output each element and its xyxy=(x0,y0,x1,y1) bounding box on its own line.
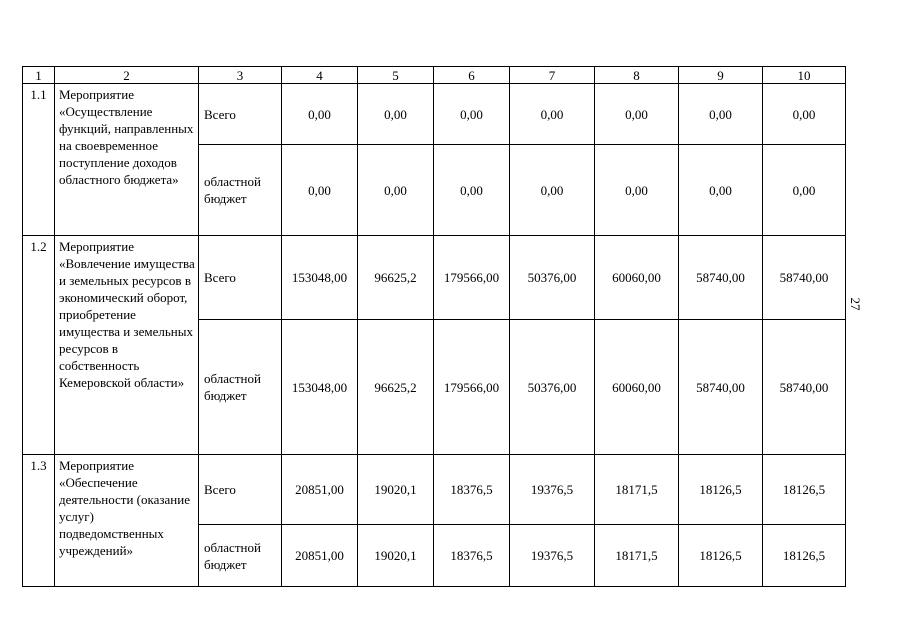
amount-cell: 20851,00 xyxy=(282,455,358,525)
amount-cell: 153048,00 xyxy=(282,236,358,320)
amount-cell: 19020,1 xyxy=(358,455,434,525)
amount-cell: 0,00 xyxy=(679,84,763,145)
column-number: 10 xyxy=(763,67,846,84)
amount-cell: 58740,00 xyxy=(679,236,763,320)
funding-source: Всего xyxy=(199,455,282,525)
amount-cell: 18171,5 xyxy=(595,455,679,525)
page-number: 27 xyxy=(848,297,863,311)
amount-cell: 0,00 xyxy=(510,84,595,145)
amount-cell: 0,00 xyxy=(434,84,510,145)
amount-cell: 18126,5 xyxy=(679,455,763,525)
amount-cell: 179566,00 xyxy=(434,320,510,455)
amount-cell: 96625,2 xyxy=(358,320,434,455)
activity-name: Мероприятие «Осуществление функций, направленных на своевременное поступление доходов областного бюджета» xyxy=(55,84,199,236)
column-number: 1 xyxy=(23,67,55,84)
column-number: 7 xyxy=(510,67,595,84)
table-row xyxy=(23,236,846,320)
amount-cell: 18126,5 xyxy=(763,455,846,525)
amount-cell: 18376,5 xyxy=(434,455,510,525)
amount-cell: 19376,5 xyxy=(510,455,595,525)
amount-cell: 19376,5 xyxy=(510,525,595,587)
amount-cell: 0,00 xyxy=(510,145,595,236)
amount-cell: 20851,00 xyxy=(282,525,358,587)
column-number: 6 xyxy=(434,67,510,84)
amount-cell: 58740,00 xyxy=(763,320,846,455)
amount-cell: 0,00 xyxy=(595,84,679,145)
amount-cell: 0,00 xyxy=(434,145,510,236)
activity-name: Мероприятие «Вовлечение имущества и земельных ресурсов в экономический оборот, приобретение имущества и земельных ресурсов в собственность Кемеровской области» xyxy=(55,236,199,455)
funding-source: областной бюджет xyxy=(199,525,282,587)
amount-cell: 18376,5 xyxy=(434,525,510,587)
column-number: 8 xyxy=(595,67,679,84)
amount-cell: 19020,1 xyxy=(358,525,434,587)
funding-source: Всего xyxy=(199,84,282,145)
amount-cell: 18126,5 xyxy=(763,525,846,587)
amount-cell: 0,00 xyxy=(282,84,358,145)
column-number: 5 xyxy=(358,67,434,84)
column-number: 4 xyxy=(282,67,358,84)
column-number: 3 xyxy=(199,67,282,84)
amount-cell: 18126,5 xyxy=(679,525,763,587)
amount-cell: 18171,5 xyxy=(595,525,679,587)
amount-cell: 0,00 xyxy=(763,145,846,236)
amount-cell: 0,00 xyxy=(595,145,679,236)
column-numbers-row xyxy=(23,67,846,84)
budget-table xyxy=(22,66,846,587)
amount-cell: 153048,00 xyxy=(282,320,358,455)
amount-cell: 0,00 xyxy=(763,84,846,145)
amount-cell: 179566,00 xyxy=(434,236,510,320)
amount-cell: 58740,00 xyxy=(763,236,846,320)
funding-source: Всего xyxy=(199,236,282,320)
activity-number: 1.2 xyxy=(23,236,55,455)
amount-cell: 0,00 xyxy=(358,145,434,236)
activity-name: Мероприятие «Обеспечение деятельности (оказание услуг) подведомственных учреждений» xyxy=(55,455,199,587)
activity-number: 1.3 xyxy=(23,455,55,587)
amount-cell: 96625,2 xyxy=(358,236,434,320)
activity-number: 1.1 xyxy=(23,84,55,236)
amount-cell: 60060,00 xyxy=(595,320,679,455)
table-row xyxy=(23,84,846,145)
amount-cell: 60060,00 xyxy=(595,236,679,320)
amount-cell: 50376,00 xyxy=(510,320,595,455)
column-number: 2 xyxy=(55,67,199,84)
amount-cell: 0,00 xyxy=(282,145,358,236)
funding-source: областной бюджет xyxy=(199,145,282,236)
amount-cell: 50376,00 xyxy=(510,236,595,320)
column-number: 9 xyxy=(679,67,763,84)
amount-cell: 0,00 xyxy=(679,145,763,236)
amount-cell: 58740,00 xyxy=(679,320,763,455)
funding-source: областной бюджет xyxy=(199,320,282,455)
amount-cell: 0,00 xyxy=(358,84,434,145)
table-row xyxy=(23,455,846,525)
